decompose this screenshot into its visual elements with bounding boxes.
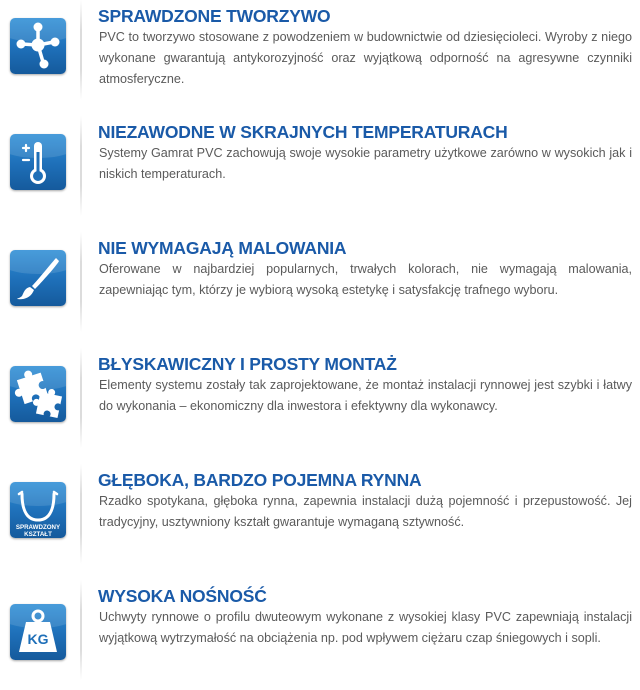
gutter-label-line1: SPRAWDZONY bbox=[15, 524, 61, 531]
feature-title: WYSOKA NOŚNOŚĆ bbox=[98, 586, 267, 606]
feature-item bbox=[0, 464, 640, 574]
weight-kg-icon bbox=[10, 604, 66, 660]
feature-item bbox=[0, 580, 640, 690]
feature-item bbox=[0, 116, 640, 226]
feature-description: Elementy systemu zostały tak zaprojektowane, że montaż instalacji rynnowej jest szybki i łatwy do wykonania – ekonomiczny dla inwestora i efektywny dla wykonawcy. bbox=[99, 378, 632, 413]
feature-description: PVC to tworzywo stosowane z powodzeniem w budownictwie od dziesięcioleci. Wyroby z niego wykonane gwarantują antykorozyjność oraz wyjątkową odporność na agresywne czynniki atmosferyczne. bbox=[99, 30, 632, 86]
molecule-icon bbox=[10, 18, 66, 74]
feature-title: SPRAWDZONE TWORZYWO bbox=[98, 6, 331, 26]
paintbrush-icon bbox=[10, 250, 66, 306]
puzzle-icon bbox=[10, 366, 66, 422]
feature-description: Rzadko spotykana, głęboka rynna, zapewnia instalacji dużą pojemność i przepustowość. Jej tradycyjny, usztywniony kształt gwarantuje wymaganą sztywność. bbox=[99, 494, 632, 529]
divider bbox=[80, 348, 82, 448]
thermometer-icon bbox=[10, 134, 66, 190]
feature-title: NIE WYMAGAJĄ MALOWANIA bbox=[98, 238, 347, 258]
divider bbox=[80, 0, 82, 100]
feature-item bbox=[0, 348, 640, 458]
feature-title: GŁĘBOKA, BARDZO POJEMNA RYNNA bbox=[98, 470, 422, 490]
gutter-shape-icon bbox=[10, 482, 66, 538]
divider bbox=[80, 116, 82, 216]
divider bbox=[80, 232, 82, 332]
feature-description: Uchwyty rynnowe o profilu dwuteowym wykonane z wysokiej klasy PVC zapewniają instalacji wyjątkową wytrzymałość na obciążenia np. pod wpływem ciężaru czap śniegowych i sopli. bbox=[99, 610, 632, 645]
weight-label: KG bbox=[27, 631, 49, 647]
feature-item bbox=[0, 0, 640, 110]
feature-title: BŁYSKAWICZNY I PROSTY MONTAŻ bbox=[98, 354, 397, 374]
feature-description: Oferowane w najbardziej popularnych, trwałych kolorach, nie wymagają malowania, zapewniając tym, którzy je wybiorą wysoką estetykę i satysfakcję trafnego wyboru. bbox=[99, 262, 632, 297]
feature-title: NIEZAWODNE W SKRAJNYCH TEMPERATURACH bbox=[98, 122, 508, 142]
divider bbox=[80, 464, 82, 564]
feature-description: Systemy Gamrat PVC zachowują swoje wysokie parametry użytkowe zarówno w wysokich jak i niskich temperaturach. bbox=[99, 146, 632, 181]
divider bbox=[80, 580, 82, 680]
feature-item bbox=[0, 232, 640, 342]
gutter-label-line2: KSZTAŁT bbox=[24, 531, 52, 538]
